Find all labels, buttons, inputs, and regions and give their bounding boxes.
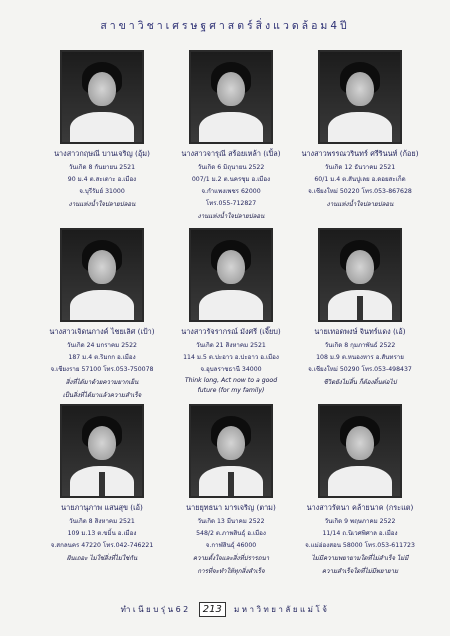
student-province: จ.เชียงใหม่ 50290 โทร.053-498437 <box>308 366 412 373</box>
student-address: 108 ม.9 ต.หนองหาร อ.สันทราย <box>316 354 404 361</box>
student-address: 007/1 ม.2 ต.นครชุม อ.เมือง <box>191 176 271 183</box>
student-quote: Think long, Act now to a good <box>184 377 278 384</box>
student-address: 548/2 ต.ภาพสินธุ์ อ.เมือง <box>196 530 266 537</box>
student-card <box>294 404 426 576</box>
student-quote: สิ่งที่ได้มาด้วยความยากเย็น <box>65 379 139 386</box>
student-province: จ.เชียงใหม่ 50220 โทร.053-867628 <box>308 188 412 195</box>
student-photo <box>318 228 402 322</box>
student-name: นางสาวกฤษณี บานเจริญ (อุ้ม) <box>54 149 150 158</box>
student-name: นางสาวเจิดนภางค์ ไชยเลิศ (เป้า) <box>49 327 155 336</box>
student-birth: วันเกิด 6 มิถุนายน 2522 <box>197 164 265 171</box>
student-quote-2: future (for my family) <box>197 387 265 394</box>
student-photo <box>189 228 273 322</box>
student-birth: วันเกิด 13 มีนาคม 2522 <box>197 518 265 525</box>
student-quote: ความตั้งใจและสิ่งที่ปรารถนา <box>192 555 270 562</box>
student-quote-2: เป็นสิ่งที่ได้มาแล้วความสำเร็จ <box>62 392 142 399</box>
student-address: 109 ม.13 ต.ขมิ้น อ.เมือง <box>67 530 137 537</box>
student-birth: วันเกิด 24 มกราคม 2522 <box>67 342 137 349</box>
student-phone: โทร.055-712827 <box>205 200 257 207</box>
student-card <box>165 228 297 394</box>
student-name: นางสาวรัจรากรณ์ มังศรี (เจี๊ยบ) <box>181 327 281 336</box>
student-province: จ.สกลนคร 47220 โทร.042-746221 <box>50 542 154 549</box>
student-province: จ.กำแพงเพชร 62000 <box>201 188 261 195</box>
student-birth: วันเกิด 21 สิงหาคม 2521 <box>196 342 266 349</box>
student-address: 187 ม.4 ต.ริมกก อ.เมือง <box>68 354 136 361</box>
student-birth: วันเกิด 8 กันยายน 2521 <box>68 164 136 171</box>
footer-right-text: มหาวิทยาลัยแม่โจ้ <box>233 605 330 614</box>
student-quote-2: การที่จะทำให้ทุกสิ่งสำเร็จ <box>197 568 265 575</box>
student-photo <box>60 50 144 144</box>
student-quote-2: ความสำเร็จใดที่ไม่มีพยายาม <box>321 568 399 575</box>
student-address: 11/14 ถ.นิเวศพิศาล อ.เมือง <box>322 530 398 537</box>
student-address: 90 ม.4 ต.สะเดาะ อ.เมือง <box>67 176 137 183</box>
student-name: นายภานุภาพ แสนสุข (เอ้) <box>61 503 143 512</box>
student-photo <box>318 50 402 144</box>
student-card <box>165 404 297 576</box>
student-card <box>36 228 168 400</box>
page-footer <box>0 602 450 617</box>
student-name: นางสาวพรรณวรินทร์ ศรีรินนท์ (ก้อย) <box>301 149 419 158</box>
student-photo <box>189 50 273 144</box>
footer-left-text: ทำเนียบรุ่น62 <box>120 605 191 614</box>
student-photo <box>60 228 144 322</box>
student-card <box>36 50 168 209</box>
student-quote: งานแห่งน้ำใจปลายปลอน <box>326 201 394 208</box>
student-quote: ไม่มีความพยายามใดที่ไม่สำเร็จ ไม่มี <box>311 555 409 562</box>
student-birth: วันเกิด 12 ธันวาคม 2521 <box>324 164 396 171</box>
student-name: นายเทอดพงษ์ จินทร์แดง (เอ้) <box>314 327 406 336</box>
student-name: นางสาวจารุณี สร้อยเหล้า (เปิ้ล) <box>181 149 281 158</box>
student-photo <box>189 404 273 498</box>
student-province: จ.แม่ฮ่องสอน 58000 โทร.053-611723 <box>305 542 415 549</box>
page-number: 213 <box>199 602 226 617</box>
student-quote: งานแห่งน้ำใจปลายปลอน <box>197 213 265 220</box>
student-address: 60/1 ม.4 ต.สันปูเลย อ.ดอยสะเก็ด <box>314 176 406 183</box>
student-quote: ฝันเถอะ ไม่ใช่สิ่งที่ไม่ใช่กัน <box>66 555 138 562</box>
student-card <box>294 228 426 387</box>
student-card <box>165 50 297 221</box>
student-province: จ.เชียงราย 57100 โทร.053-750078 <box>50 366 154 373</box>
student-province: จ.บุรีรัมย์ 31000 <box>79 188 125 195</box>
student-birth: วันเกิด 8 สิงหาคม 2521 <box>69 518 135 525</box>
student-province: จ.อุบลราชธานี 34000 <box>200 366 262 373</box>
student-photo <box>60 404 144 498</box>
student-birth: วันเกิด 8 กุมภาพันธ์ 2522 <box>324 342 396 349</box>
student-card <box>36 404 168 563</box>
student-quote: ชีวิตยังไม่สิ้น ก็ต้องดิ้นต่อไป <box>323 379 397 386</box>
student-address: 114 ม.5 ต.ปะอาว อ.ปะอาว อ.เมือง <box>183 354 279 361</box>
student-photo <box>318 404 402 498</box>
student-quote: งานแห่งน้ำใจปลายปลอน <box>68 201 136 208</box>
student-birth: วันเกิด 9 พฤษภาคม 2522 <box>324 518 396 525</box>
student-province: จ.กาฬสินธุ์ 46000 <box>205 542 257 549</box>
student-name: นางสาวรัตนา คล้ายนาค (กระแต) <box>306 503 414 512</box>
student-name: นายยุทธนา มารเจริญ (ตาม) <box>186 503 276 512</box>
page-title: สาขาวิชาเศรษฐศาสตร์สิ่งแวดล้อม4ปี <box>100 20 350 32</box>
student-card <box>294 50 426 209</box>
